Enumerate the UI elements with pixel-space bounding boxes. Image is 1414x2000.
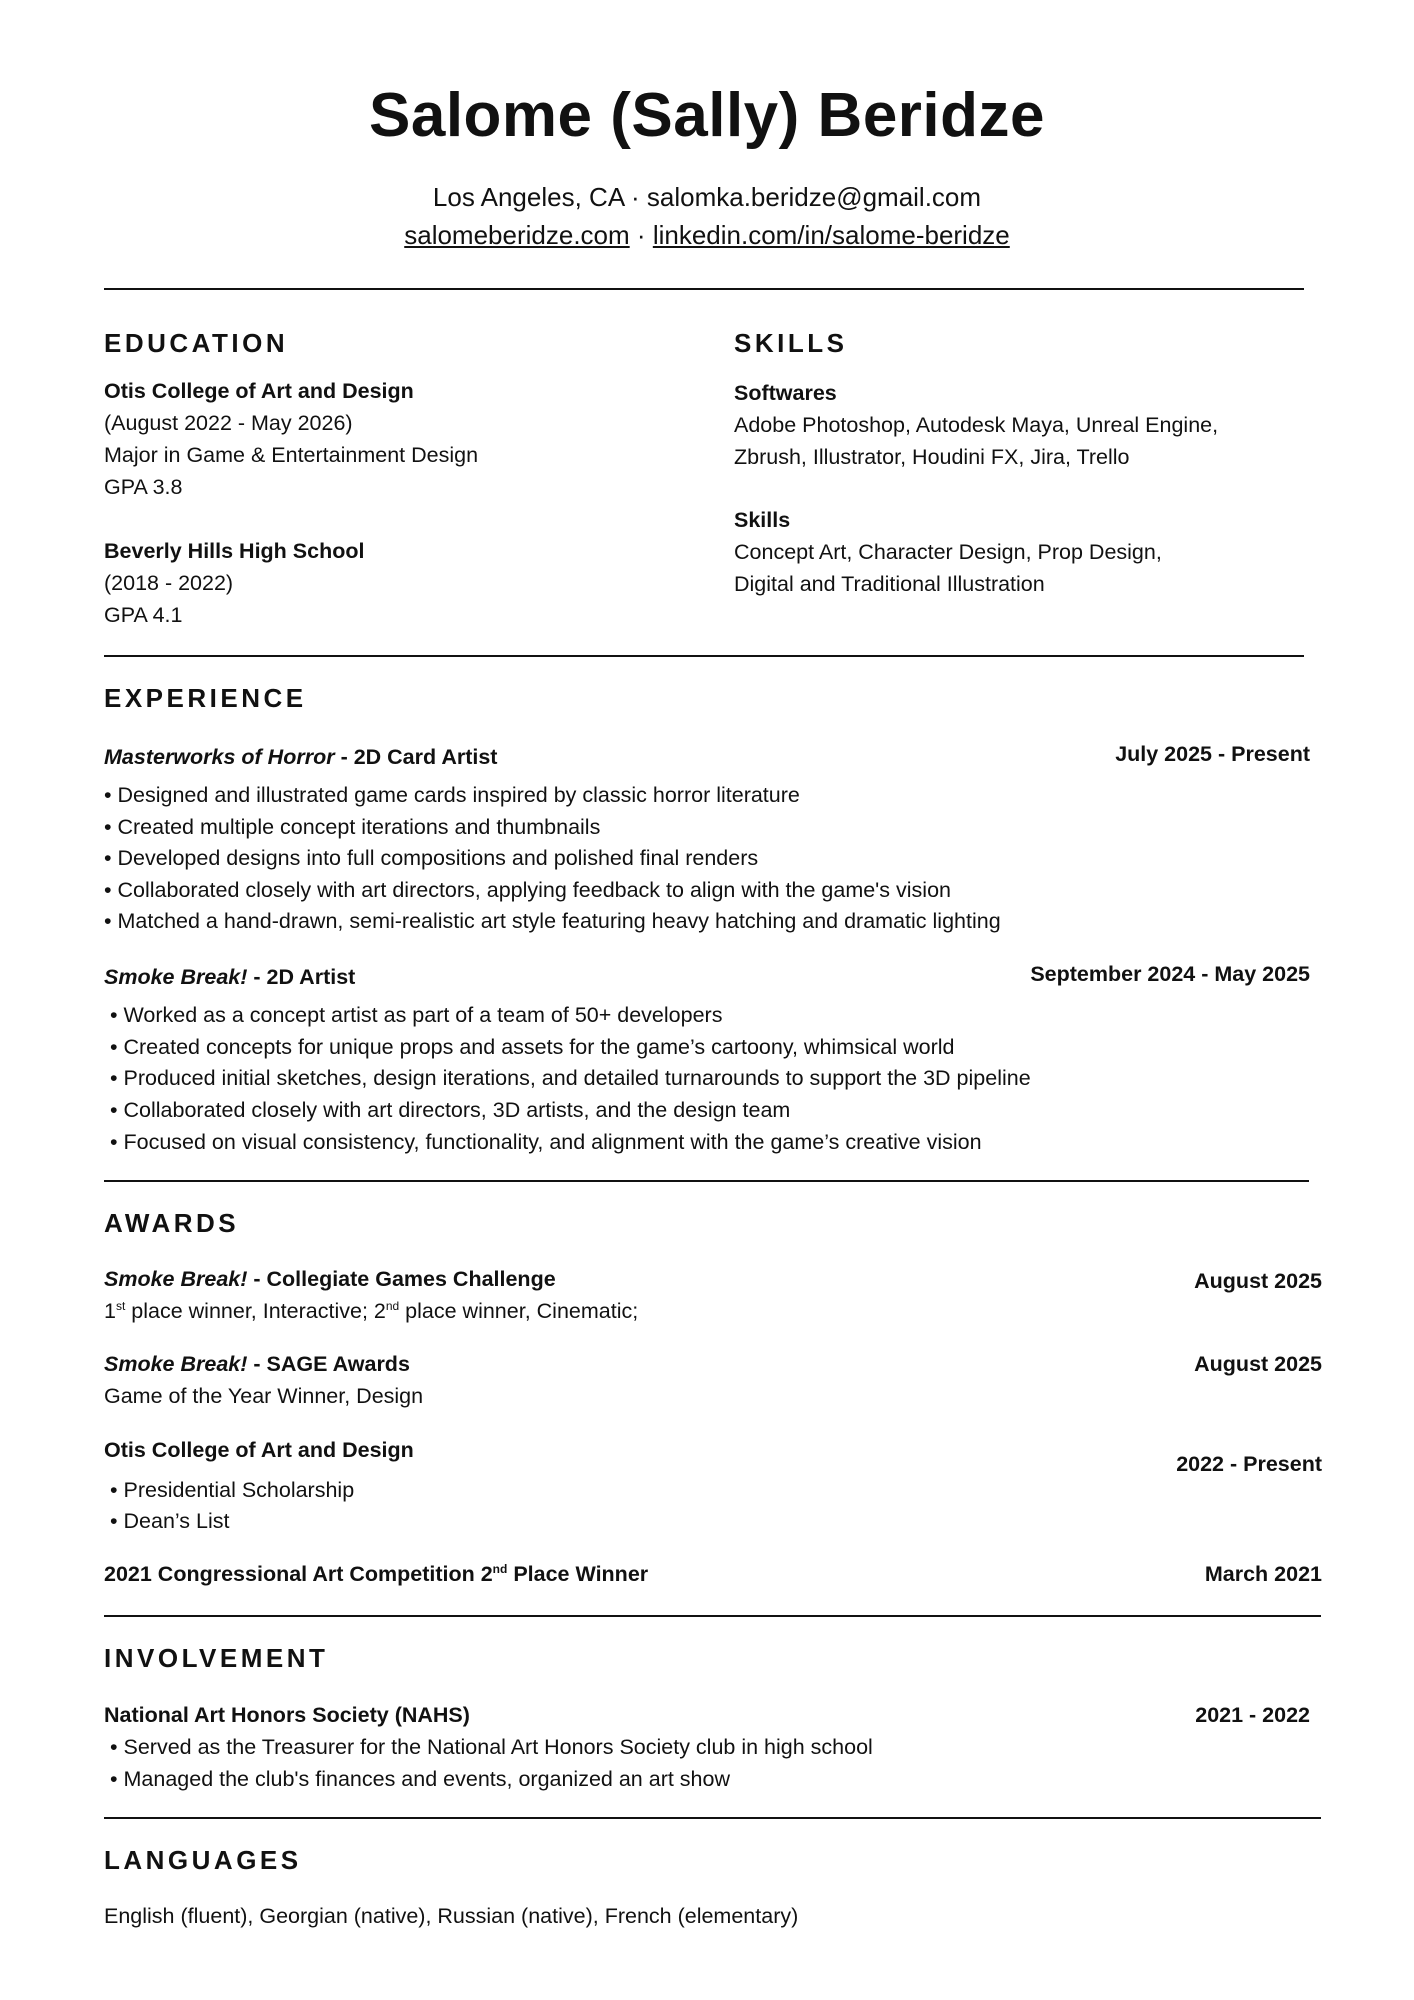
divider [104, 1180, 1309, 1182]
softwares-label: Softwares [734, 381, 837, 405]
award-title [104, 1267, 556, 1292]
job-title-project: Smoke Break! [104, 965, 248, 989]
award-project: Smoke Break! [104, 1352, 248, 1376]
award-name: 2021 Congressional Art Competition 2 [104, 1562, 493, 1586]
school-gpa: GPA 3.8 [104, 475, 183, 499]
award-detail-part: place winner, Cinematic; [399, 1299, 639, 1323]
separator: · [630, 182, 640, 212]
list-item: • Collaborated closely with art directors, applying feedback to align with the game's vision [104, 878, 951, 902]
award-name: Place Winner [507, 1562, 649, 1586]
list-item: • Served as the Treasurer for the National Art Honors Society club in high school [110, 1735, 873, 1759]
awards-heading: AWARDS [104, 1208, 240, 1238]
contact-line-2 [0, 220, 1414, 251]
list-item: • Worked as a concept artist as part of a team of 50+ developers [110, 1003, 723, 1027]
involvement-date: 2021 - 2022 [1195, 1703, 1310, 1727]
skills-list: Concept Art, Character Design, Prop Design, [734, 540, 1162, 564]
list-item: • Matched a hand-drawn, semi-realistic art style featuring heavy hatching and dramatic lighting [104, 909, 1001, 933]
school-name: Beverly Hills High School [104, 539, 365, 563]
job-date: July 2025 - Present [1115, 742, 1310, 766]
award-date: 2022 - Present [1176, 1452, 1322, 1476]
email: salomka.beridze@gmail.com [646, 182, 982, 212]
job-title [104, 965, 355, 990]
softwares-list: Zbrush, Illustrator, Houdini FX, Jira, Trello [734, 445, 1130, 469]
award-title: Otis College of Art and Design [104, 1438, 414, 1462]
list-item: • Developed designs into full compositions and polished final renders [104, 846, 759, 870]
location: Los Angeles, CA [432, 182, 624, 212]
job-title-role: - 2D Artist [247, 965, 356, 989]
award-project: Smoke Break! [104, 1267, 248, 1291]
award-date: August 2025 [1194, 1352, 1322, 1376]
contact-line-1 [0, 182, 1414, 213]
divider [104, 288, 1304, 290]
award-date: March 2021 [1204, 1562, 1322, 1586]
divider [104, 1615, 1321, 1617]
experience-heading: EXPERIENCE [104, 683, 307, 713]
award-detail: Game of the Year Winner, Design [104, 1384, 424, 1408]
involvement-heading: INVOLVEMENT [104, 1643, 329, 1673]
job-date: September 2024 - May 2025 [1030, 962, 1310, 986]
education-heading: EDUCATION [104, 328, 289, 358]
list-item: • Designed and illustrated game cards inspired by classic horror literature [104, 783, 800, 807]
award-name: - Collegiate Games Challenge [247, 1267, 556, 1291]
list-item: • Created multiple concept iterations and thumbnails [104, 815, 601, 839]
org-name: National Art Honors Society (NAHS) [104, 1703, 470, 1727]
divider [104, 1817, 1321, 1819]
website-link[interactable]: salomeberidze.com [404, 220, 630, 250]
list-item: • Presidential Scholarship [110, 1478, 355, 1502]
school-gpa: GPA 4.1 [104, 603, 183, 627]
school-dates: (August 2022 - May 2026) [104, 411, 353, 435]
award-title [104, 1562, 648, 1587]
ordinal-suffix: nd [385, 1298, 400, 1313]
job-title-project: Masterworks of Horror [104, 745, 335, 769]
list-item: • Focused on visual consistency, functionality, and alignment with the game’s creative vision [110, 1130, 982, 1154]
school-dates: (2018 - 2022) [104, 571, 234, 595]
languages-heading: LANGUAGES [104, 1845, 302, 1875]
award-title [104, 1352, 410, 1377]
skills-list: Digital and Traditional Illustration [734, 572, 1045, 596]
award-detail-part: 1 [104, 1299, 116, 1323]
resume-name: Salome (Sally) Beridze [368, 81, 1046, 150]
linkedin-link[interactable]: linkedin.com/in/salome-beridze [652, 220, 1010, 250]
list-item: • Dean’s List [110, 1509, 230, 1533]
separator: · [636, 220, 646, 250]
award-name: - SAGE Awards [247, 1352, 410, 1376]
list-item: • Managed the club's finances and events, organized an art show [110, 1767, 730, 1791]
list-item: • Collaborated closely with art directors, 3D artists, and the design team [110, 1098, 791, 1122]
ordinal-suffix: st [115, 1298, 126, 1313]
softwares-list: Adobe Photoshop, Autodesk Maya, Unreal Engine, [734, 413, 1219, 437]
skills-heading: SKILLS [734, 328, 848, 358]
school-major: Major in Game & Entertainment Design [104, 443, 479, 467]
skills-label: Skills [734, 508, 791, 532]
award-detail-part: place winner, Interactive; 2 [125, 1299, 386, 1323]
languages-list: English (fluent), Georgian (native), Russian (native), French (elementary) [104, 1904, 799, 1928]
divider [104, 655, 1304, 657]
ordinal-suffix: nd [492, 1561, 508, 1576]
award-detail [104, 1299, 638, 1324]
award-date: August 2025 [1194, 1269, 1322, 1293]
list-item: • Created concepts for unique props and assets for the game’s cartoony, whimsical world [110, 1035, 955, 1059]
school-name: Otis College of Art and Design [104, 379, 414, 403]
job-title [104, 745, 497, 770]
job-title-role: - 2D Card Artist [334, 745, 498, 769]
list-item: • Produced initial sketches, design iterations, and detailed turnarounds to support the 3D pipeline [110, 1066, 1031, 1090]
